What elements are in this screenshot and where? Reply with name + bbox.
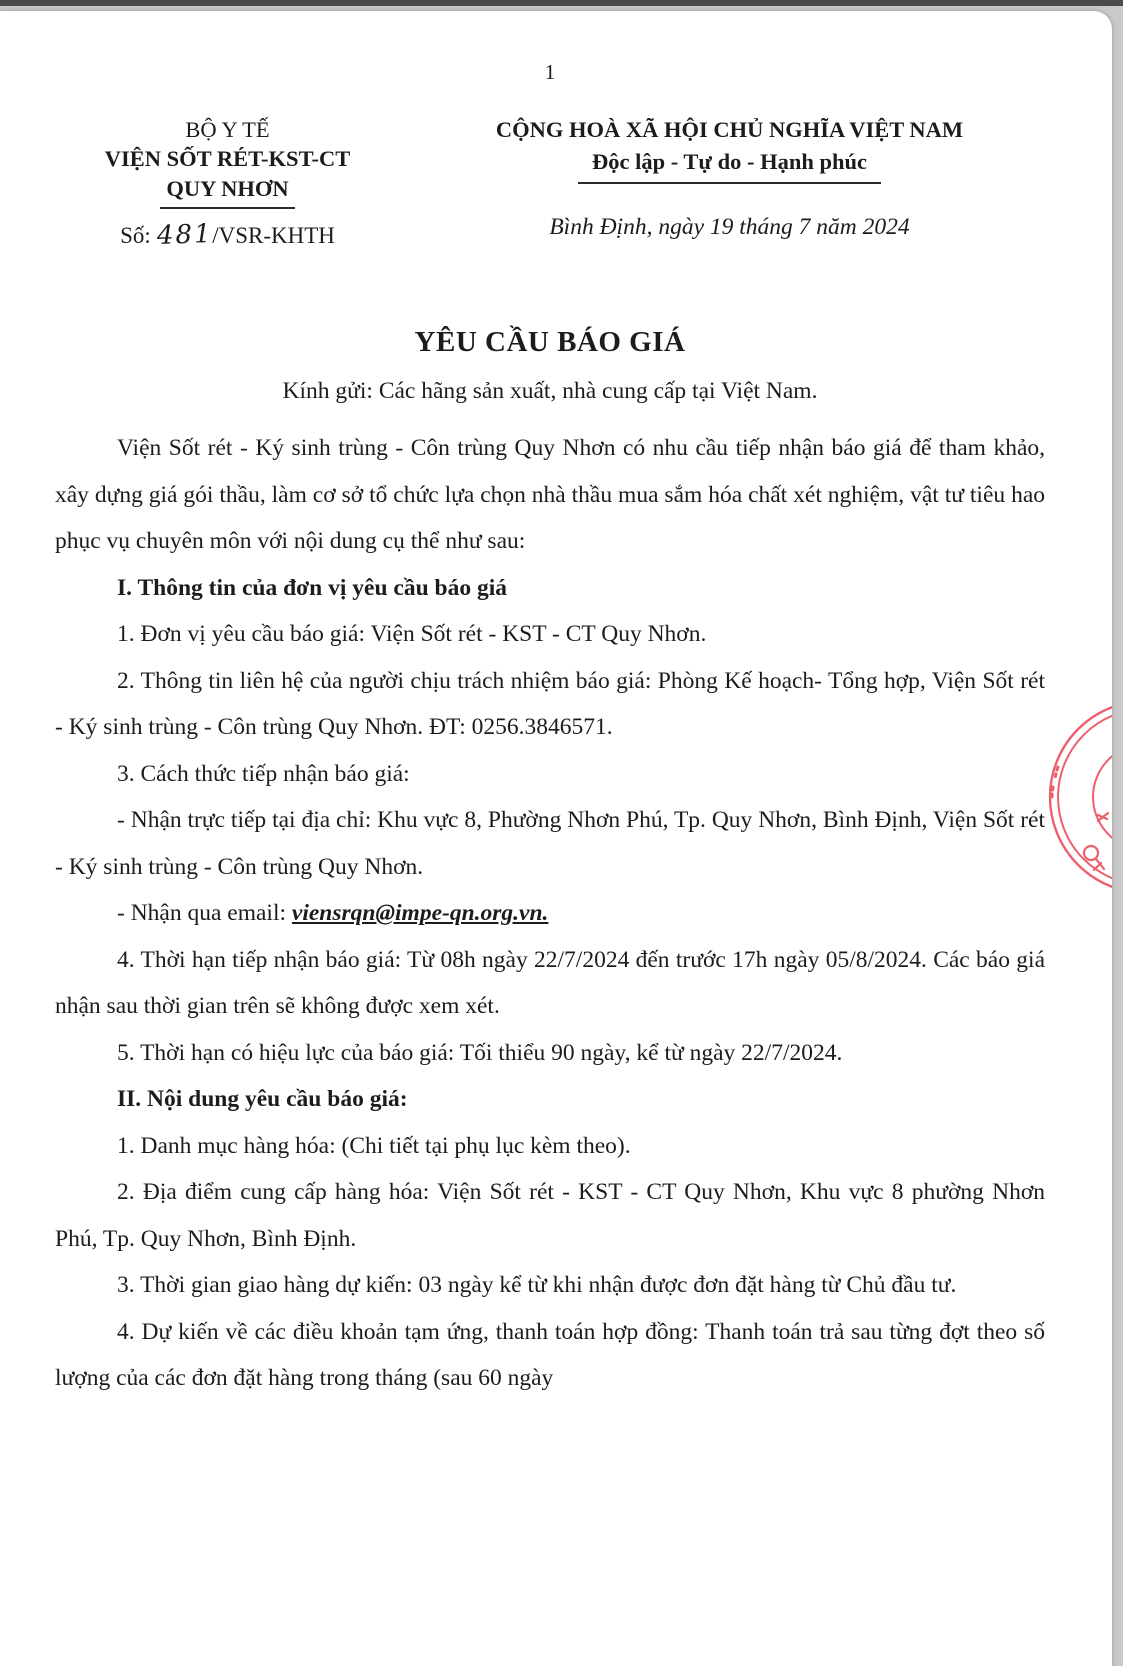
document-content [55,11,1045,1402]
section1-item2: 2. Thông tin liên hệ của người chịu trách nhiệm báo giá: Phòng Kế hoạch- Tổng hợp, Viện Sốt rét - Ký sinh trùng - Côn trùng Quy Nhơn. ĐT: 0256.3846571. [55,667,1045,740]
section1-item4: 4. Thời hạn tiếp nhận báo giá: Từ 08h ngày 22/7/2024 đến trước 17h ngày 05/8/2024. Các báo giá nhận sau thời gian trên sẽ không được xem xét. [55,946,1045,1019]
document-number-handwritten: 481 [156,219,213,251]
document-body [55,425,1045,1402]
official-stamp-icon [1046,697,1112,897]
document-number-label: Số: [120,223,151,248]
section1-heading: I. Thông tin của đơn vị yêu cầu báo giá [117,574,507,601]
document-page [0,11,1112,1666]
section2-heading: II. Nội dung yêu cầu báo giá: [117,1086,408,1112]
issuing-org-block [55,115,400,250]
institute-city-wrap [55,174,400,209]
letterhead [55,115,1045,250]
document-number [55,221,400,250]
section2-item4: 4. Dự kiến về các điều khoản tạm ứng, thanh toán hợp đồng: Thanh toán trả sau từng đợt theo số lượng của các đơn đặt hàng trong tháng (sau 60 ngày [55,1318,1045,1391]
section1-item1: 1. Đơn vị yêu cầu báo giá: Viện Sốt rét - KST - CT Quy Nhơn. [117,621,707,647]
ministry-name: BỘ Y TẾ [185,117,270,142]
page-number: 1 [544,60,556,84]
section2-item2: 2. Địa điểm cung cấp hàng hóa: Viện Sốt rét - KST - CT Quy Nhơn, Khu vực 8 phường Nhơn Phú, Tp. Quy Nhơn, Bình Định. [55,1179,1045,1252]
email-address: viensrqn@impe-qn.org.vn. [291,900,549,926]
intro-paragraph: Viện Sốt rét - Ký sinh trùng - Côn trùng Quy Nhơn có nhu cầu tiếp nhận báo giá để tham khảo, xây dựng giá gói thầu, làm cơ sở tổ chức lựa chọn nhà thầu mua sắm hóa chất xét nghiệm, vật tư tiêu hao phục vụ chuyên môn với nội dung cụ thể như sau: [55,435,1045,554]
institute-name: VIỆN SỐT RÉT-KST-CT [104,146,351,171]
national-motto-line1: CỘNG HOÀ XÃ HỘI CHỦ NGHĨA VIỆT NAM [495,117,964,142]
section1-item5: 5. Thời hạn có hiệu lực của báo giá: Tối thiểu 90 ngày, kể từ ngày 22/7/2024. [117,1039,843,1066]
salutation: Kính gửi: Các hãng sản xuất, nhà cung cấp tại Việt Nam. [282,378,818,404]
national-motto-line2: Độc lập - Tự do - Hạnh phúc [578,147,881,184]
email-label: - Nhận qua email: [117,900,292,926]
document-title: YÊU CẦU BÁO GIÁ [414,326,686,358]
scan-top-edge [0,0,1123,6]
national-header-block [400,115,1045,250]
section2-item3: 3. Thời gian giao hàng dự kiến: 03 ngày kể từ khi nhận được đơn đặt hàng từ Chủ đầu tư. [117,1272,957,1298]
document-number-suffix: /VSR-KHTH [212,223,335,248]
dateline: Bình Định, ngày 19 tháng 7 năm 2024 [549,214,910,240]
national-motto-wrap [414,147,1045,184]
section1-item3: 3. Cách thức tiếp nhận báo giá: [117,760,410,787]
section1-item3-direct: - Nhận trực tiếp tại địa chỉ: Khu vực 8, Phường Nhơn Phú, Tp. Quy Nhơn, Bình Định, Viện Sốt rét - Ký sinh trùng - Côn trùng Quy Nhơn. [55,807,1045,880]
institute-city: QUY NHƠN [160,174,294,209]
section2-item1: 1. Danh mục hàng hóa: (Chi tiết tại phụ lục kèm theo). [117,1132,631,1159]
section1-item3-email-line [55,890,1045,937]
